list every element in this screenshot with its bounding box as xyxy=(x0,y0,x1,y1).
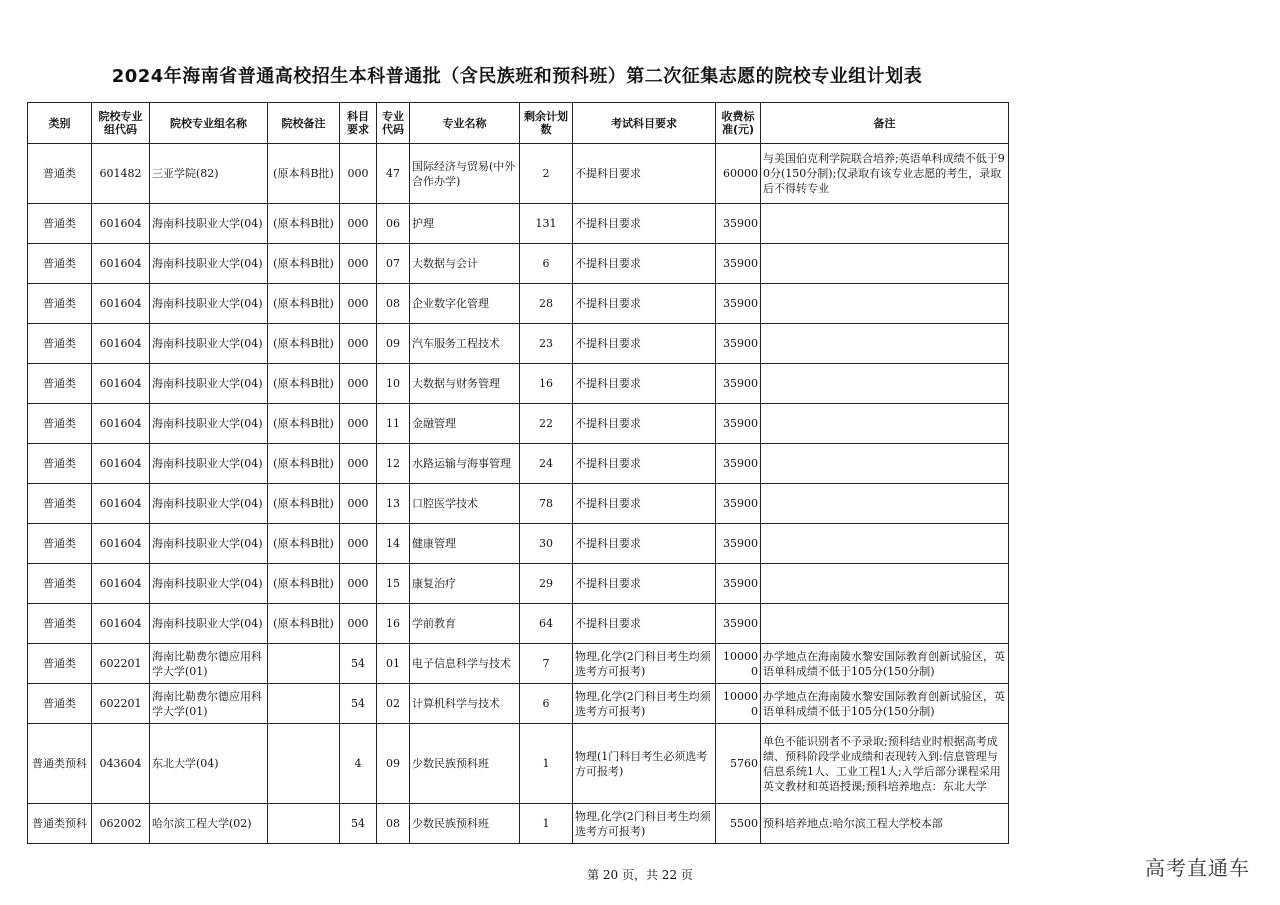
cell-group-code: 043604 xyxy=(92,724,150,804)
cell-exam-req: 不提科目要求 xyxy=(573,364,716,404)
cell-major-code: 10 xyxy=(377,364,410,404)
cell-group-code: 062002 xyxy=(92,804,150,844)
cell-category: 普通类 xyxy=(28,284,92,324)
cell-subject-req: 000 xyxy=(340,444,377,484)
cell-group-code: 601604 xyxy=(92,324,150,364)
cell-remaining: 29 xyxy=(520,564,573,604)
cell-fee: 35900 xyxy=(716,564,761,604)
cell-fee: 35900 xyxy=(716,404,761,444)
header-remarks: 备注 xyxy=(761,103,1009,144)
cell-major-name: 护理 xyxy=(410,204,520,244)
cell-group-name: 海南科技职业大学(04) xyxy=(150,444,268,484)
cell-subject-req: 000 xyxy=(340,284,377,324)
cell-fee: 35900 xyxy=(716,204,761,244)
cell-group-name: 东北大学(04) xyxy=(150,724,268,804)
cell-group-code: 601604 xyxy=(92,204,150,244)
cell-group-code: 601604 xyxy=(92,604,150,644)
page-title: 2024年海南省普通高校招生本科普通批（含民族班和预科班）第二次征集志愿的院校专业组计划表 xyxy=(111,66,923,87)
cell-major-name: 电子信息科学与技术 xyxy=(410,644,520,684)
cell-exam-req: 物理(1门科目考生必须选考方可报考) xyxy=(573,724,716,804)
cell-major-code: 09 xyxy=(377,324,410,364)
cell-remarks: 与美国伯克利学院联合培养;英语单科成绩不低于90分(150分制);仅录取有该专业志愿的考生，录取后不得转专业 xyxy=(761,144,1009,204)
cell-major-name: 少数民族预科班 xyxy=(410,804,520,844)
cell-exam-req: 不提科目要求 xyxy=(573,444,716,484)
table-row xyxy=(28,324,1009,364)
cell-category: 普通类 xyxy=(28,684,92,724)
table-row xyxy=(28,644,1009,684)
cell-group-name: 海南科技职业大学(04) xyxy=(150,364,268,404)
cell-exam-req: 物理,化学(2门科目考生均须选考方可报考) xyxy=(573,644,716,684)
cell-school-note: (原本科B批) xyxy=(268,204,340,244)
cell-group-code: 602201 xyxy=(92,684,150,724)
cell-remarks xyxy=(761,404,1009,444)
cell-exam-req: 不提科目要求 xyxy=(573,324,716,364)
cell-category: 普通类 xyxy=(28,324,92,364)
table-row xyxy=(28,444,1009,484)
cell-remarks xyxy=(761,244,1009,284)
table-row xyxy=(28,564,1009,604)
cell-remaining: 22 xyxy=(520,404,573,444)
cell-exam-req: 不提科目要求 xyxy=(573,604,716,644)
table-row xyxy=(28,364,1009,404)
cell-category: 普通类预科 xyxy=(28,724,92,804)
cell-group-name: 海南科技职业大学(04) xyxy=(150,284,268,324)
cell-major-name: 康复治疗 xyxy=(410,564,520,604)
cell-school-note: (原本科B批) xyxy=(268,444,340,484)
cell-exam-req: 不提科目要求 xyxy=(573,144,716,204)
header-major-name: 专业名称 xyxy=(410,103,520,144)
watermark: 高考直通车 xyxy=(1145,856,1250,880)
cell-fee: 35900 xyxy=(716,364,761,404)
cell-remaining: 1 xyxy=(520,804,573,844)
cell-major-code: 08 xyxy=(377,284,410,324)
cell-category: 普通类 xyxy=(28,524,92,564)
cell-school-note: (原本科B批) xyxy=(268,404,340,444)
cell-remaining: 30 xyxy=(520,524,573,564)
cell-category: 普通类 xyxy=(28,364,92,404)
header-category: 类别 xyxy=(28,103,92,144)
cell-group-name: 海南科技职业大学(04) xyxy=(150,564,268,604)
table-body xyxy=(28,144,1009,844)
cell-school-note xyxy=(268,644,340,684)
cell-group-name: 海南比勒费尔德应用科学大学(01) xyxy=(150,684,268,724)
cell-fee: 35900 xyxy=(716,604,761,644)
cell-major-code: 12 xyxy=(377,444,410,484)
cell-major-code: 15 xyxy=(377,564,410,604)
cell-category: 普通类 xyxy=(28,444,92,484)
cell-remarks xyxy=(761,524,1009,564)
cell-subject-req: 000 xyxy=(340,244,377,284)
cell-major-name: 学前教育 xyxy=(410,604,520,644)
cell-subject-req: 000 xyxy=(340,604,377,644)
cell-remarks xyxy=(761,444,1009,484)
cell-remarks xyxy=(761,564,1009,604)
cell-school-note xyxy=(268,684,340,724)
cell-group-name: 海南科技职业大学(04) xyxy=(150,204,268,244)
cell-exam-req: 不提科目要求 xyxy=(573,484,716,524)
cell-major-name: 口腔医学技术 xyxy=(410,484,520,524)
table-row xyxy=(28,724,1009,804)
cell-remaining: 131 xyxy=(520,204,573,244)
cell-school-note: (原本科B批) xyxy=(268,284,340,324)
cell-subject-req: 000 xyxy=(340,484,377,524)
cell-remaining: 78 xyxy=(520,484,573,524)
cell-fee: 35900 xyxy=(716,524,761,564)
cell-major-code: 11 xyxy=(377,404,410,444)
cell-group-code: 601604 xyxy=(92,444,150,484)
cell-remaining: 64 xyxy=(520,604,573,644)
cell-group-name: 海南科技职业大学(04) xyxy=(150,604,268,644)
cell-category: 普通类 xyxy=(28,604,92,644)
header-group-name: 院校专业组名称 xyxy=(150,103,268,144)
header-school-note: 院校备注 xyxy=(268,103,340,144)
cell-major-code: 09 xyxy=(377,724,410,804)
header-group-code: 院校专业组代码 xyxy=(92,103,150,144)
cell-remarks xyxy=(761,204,1009,244)
cell-major-code: 01 xyxy=(377,644,410,684)
cell-subject-req: 000 xyxy=(340,324,377,364)
cell-remarks xyxy=(761,284,1009,324)
cell-remaining: 6 xyxy=(520,244,573,284)
cell-category: 普通类 xyxy=(28,564,92,604)
cell-school-note: (原本科B批) xyxy=(268,364,340,404)
cell-fee: 100000 xyxy=(716,684,761,724)
cell-major-name: 大数据与会计 xyxy=(410,244,520,284)
cell-group-code: 601604 xyxy=(92,524,150,564)
cell-subject-req: 000 xyxy=(340,404,377,444)
header-fee: 收费标准(元) xyxy=(716,103,761,144)
cell-school-note: (原本科B批) xyxy=(268,524,340,564)
header-exam-req: 考试科目要求 xyxy=(573,103,716,144)
cell-remarks xyxy=(761,484,1009,524)
cell-major-code: 08 xyxy=(377,804,410,844)
table-row xyxy=(28,244,1009,284)
cell-group-code: 601604 xyxy=(92,484,150,524)
cell-group-name: 哈尔滨工程大学(02) xyxy=(150,804,268,844)
cell-subject-req: 000 xyxy=(340,364,377,404)
cell-group-code: 601604 xyxy=(92,404,150,444)
cell-major-code: 06 xyxy=(377,204,410,244)
cell-major-name: 金融管理 xyxy=(410,404,520,444)
table-header-row xyxy=(28,103,1009,144)
table-row xyxy=(28,804,1009,844)
cell-fee: 35900 xyxy=(716,484,761,524)
cell-group-code: 601604 xyxy=(92,284,150,324)
cell-major-code: 47 xyxy=(377,144,410,204)
cell-major-code: 16 xyxy=(377,604,410,644)
cell-school-note: (原本科B批) xyxy=(268,324,340,364)
cell-major-name: 企业数字化管理 xyxy=(410,284,520,324)
cell-fee: 5500 xyxy=(716,804,761,844)
cell-remaining: 2 xyxy=(520,144,573,204)
cell-remaining: 24 xyxy=(520,444,573,484)
cell-exam-req: 物理,化学(2门科目考生均须选考方可报考) xyxy=(573,804,716,844)
cell-remarks xyxy=(761,324,1009,364)
cell-exam-req: 不提科目要求 xyxy=(573,524,716,564)
cell-exam-req: 物理,化学(2门科目考生均须选考方可报考) xyxy=(573,684,716,724)
cell-category: 普通类预科 xyxy=(28,804,92,844)
cell-fee: 35900 xyxy=(716,444,761,484)
cell-exam-req: 不提科目要求 xyxy=(573,404,716,444)
cell-remaining: 16 xyxy=(520,364,573,404)
cell-fee: 100000 xyxy=(716,644,761,684)
cell-fee: 35900 xyxy=(716,324,761,364)
cell-category: 普通类 xyxy=(28,244,92,284)
table-row xyxy=(28,484,1009,524)
cell-group-code: 601604 xyxy=(92,244,150,284)
table-row xyxy=(28,684,1009,724)
cell-category: 普通类 xyxy=(28,204,92,244)
cell-major-name: 国际经济与贸易(中外合作办学) xyxy=(410,144,520,204)
cell-remarks xyxy=(761,364,1009,404)
cell-group-name: 海南科技职业大学(04) xyxy=(150,404,268,444)
cell-subject-req: 000 xyxy=(340,564,377,604)
cell-major-code: 02 xyxy=(377,684,410,724)
cell-fee: 5760 xyxy=(716,724,761,804)
cell-group-code: 601604 xyxy=(92,364,150,404)
header-remaining: 剩余计划数 xyxy=(520,103,573,144)
cell-school-note: (原本科B批) xyxy=(268,144,340,204)
cell-remarks: 预科培养地点:哈尔滨工程大学校本部 xyxy=(761,804,1009,844)
cell-remaining: 7 xyxy=(520,644,573,684)
table-row xyxy=(28,204,1009,244)
cell-remarks: 单色不能识别者不予录取;预科结业时根据高考成绩、预科阶段学业成绩和表现转入到:信息管理与信息系统1人、工业工程1人;入学后部分课程采用英文教材和英语授课;预科培养地点：东北大学 xyxy=(761,724,1009,804)
cell-fee: 35900 xyxy=(716,284,761,324)
cell-school-note: (原本科B批) xyxy=(268,564,340,604)
cell-group-name: 海南科技职业大学(04) xyxy=(150,244,268,284)
cell-group-name: 海南科技职业大学(04) xyxy=(150,324,268,364)
page-number: 第 20 页，共 22 页 xyxy=(587,868,693,882)
cell-major-code: 14 xyxy=(377,524,410,564)
cell-category: 普通类 xyxy=(28,644,92,684)
cell-fee: 60000 xyxy=(716,144,761,204)
cell-category: 普通类 xyxy=(28,484,92,524)
cell-group-name: 三亚学院(82) xyxy=(150,144,268,204)
cell-exam-req: 不提科目要求 xyxy=(573,204,716,244)
table-row xyxy=(28,284,1009,324)
cell-subject-req: 4 xyxy=(340,724,377,804)
cell-subject-req: 54 xyxy=(340,684,377,724)
cell-group-name: 海南科技职业大学(04) xyxy=(150,484,268,524)
cell-remaining: 1 xyxy=(520,724,573,804)
cell-major-name: 少数民族预科班 xyxy=(410,724,520,804)
cell-group-name: 海南科技职业大学(04) xyxy=(150,524,268,564)
cell-subject-req: 54 xyxy=(340,644,377,684)
cell-school-note: (原本科B批) xyxy=(268,484,340,524)
cell-group-code: 601604 xyxy=(92,564,150,604)
cell-remarks: 办学地点在海南陵水黎安国际教育创新试验区，英语单科成绩不低于105分(150分制) xyxy=(761,644,1009,684)
cell-subject-req: 000 xyxy=(340,144,377,204)
cell-group-code: 602201 xyxy=(92,644,150,684)
cell-major-code: 13 xyxy=(377,484,410,524)
cell-remaining: 28 xyxy=(520,284,573,324)
cell-school-note: (原本科B批) xyxy=(268,604,340,644)
plan-table xyxy=(27,102,1009,844)
cell-subject-req: 000 xyxy=(340,204,377,244)
header-subject-req: 科目要求 xyxy=(340,103,377,144)
table-row xyxy=(28,404,1009,444)
cell-major-name: 大数据与财务管理 xyxy=(410,364,520,404)
cell-group-code: 601482 xyxy=(92,144,150,204)
cell-subject-req: 54 xyxy=(340,804,377,844)
cell-major-name: 计算机科学与技术 xyxy=(410,684,520,724)
cell-school-note: (原本科B批) xyxy=(268,244,340,284)
cell-remaining: 23 xyxy=(520,324,573,364)
cell-major-name: 水路运输与海事管理 xyxy=(410,444,520,484)
cell-exam-req: 不提科目要求 xyxy=(573,244,716,284)
table-row xyxy=(28,524,1009,564)
cell-major-name: 健康管理 xyxy=(410,524,520,564)
cell-remarks xyxy=(761,604,1009,644)
cell-school-note xyxy=(268,804,340,844)
table-row xyxy=(28,604,1009,644)
cell-major-code: 07 xyxy=(377,244,410,284)
header-major-code: 专业代码 xyxy=(377,103,410,144)
cell-category: 普通类 xyxy=(28,144,92,204)
cell-remarks: 办学地点在海南陵水黎安国际教育创新试验区，英语单科成绩不低于105分(150分制) xyxy=(761,684,1009,724)
cell-fee: 35900 xyxy=(716,244,761,284)
cell-group-name: 海南比勒费尔德应用科学大学(01) xyxy=(150,644,268,684)
cell-exam-req: 不提科目要求 xyxy=(573,564,716,604)
cell-subject-req: 000 xyxy=(340,524,377,564)
cell-exam-req: 不提科目要求 xyxy=(573,284,716,324)
cell-category: 普通类 xyxy=(28,404,92,444)
cell-remaining: 6 xyxy=(520,684,573,724)
cell-major-name: 汽车服务工程技术 xyxy=(410,324,520,364)
table-row xyxy=(28,144,1009,204)
cell-school-note xyxy=(268,724,340,804)
